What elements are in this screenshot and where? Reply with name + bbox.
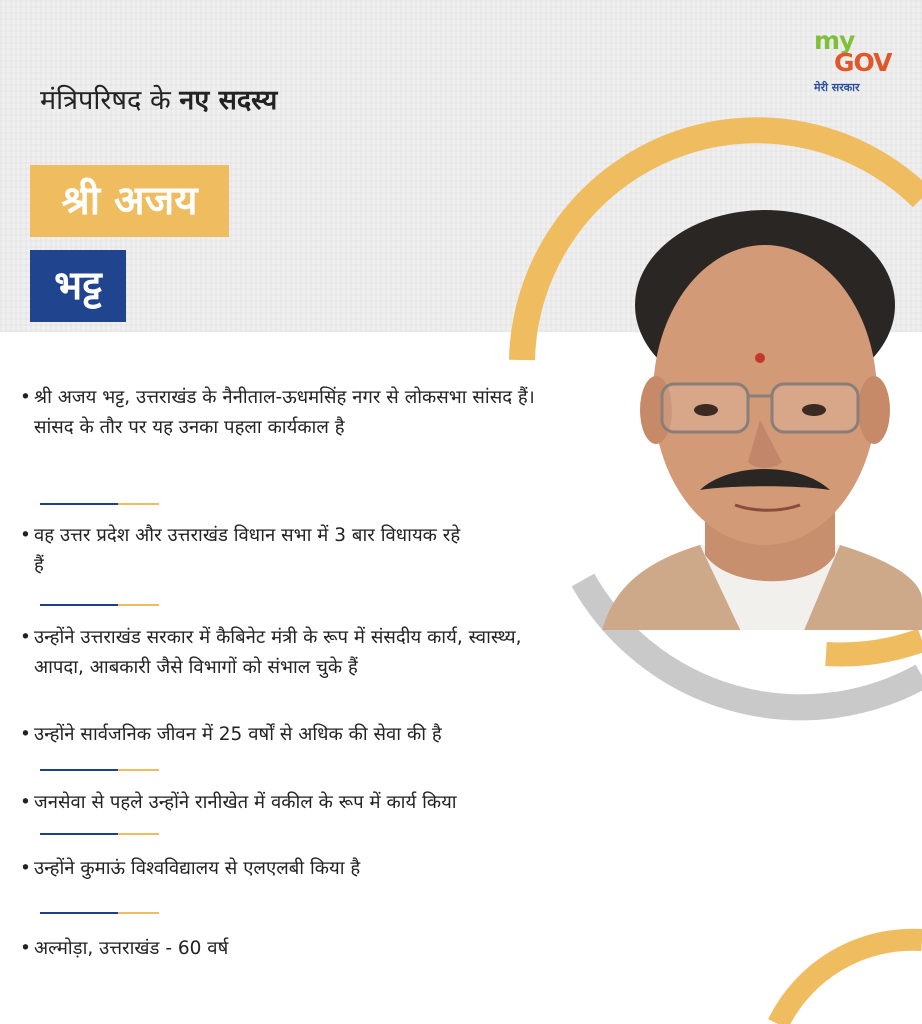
- name-second-line: भट्ट: [30, 250, 126, 322]
- divider: [40, 604, 159, 606]
- logo-gov-text: GOV: [834, 48, 892, 77]
- logo-tagline: मेरी सरकार: [814, 81, 860, 94]
- bullet-dot: •: [20, 627, 31, 648]
- bullet-dot: •: [20, 858, 31, 879]
- right-ear: [858, 376, 890, 444]
- bullet-text: उन्होंने उत्तराखंड सरकार में कैबिनेट मंत्री के रूप में संसदीय कार्य, स्वास्थ्य, आपदा, आबकारी जैसे विभागों को संभाल चुके हैं: [34, 627, 522, 678]
- bullet-dot: •: [20, 938, 31, 959]
- bullet-text: उन्होंने कुमाऊं विश्वविद्यालय से एलएलबी किया है: [34, 858, 361, 879]
- page-title-emphasis: नए सदस्य: [179, 85, 278, 116]
- right-eye: [802, 404, 826, 416]
- yellow-ring-arc-bottom: [778, 940, 922, 1024]
- bullet-text: जनसेवा से पहले उन्होंने रानीखेत में वकील के रूप में कार्य किया: [34, 792, 457, 813]
- bullet-dot: •: [20, 525, 31, 546]
- yellow-ring-arc-lower: [826, 640, 922, 654]
- bullet-dot: •: [20, 724, 31, 745]
- divider: [40, 833, 159, 835]
- divider: [40, 912, 159, 914]
- tilak-mark: [755, 353, 765, 363]
- divider: [40, 769, 159, 771]
- bullet-text: अल्मोड़ा, उत्तराखंड - 60 वर्ष: [34, 938, 229, 959]
- bullet-dot: •: [20, 387, 31, 408]
- page-title-prefix: मंत्रिपरिषद के: [40, 85, 180, 116]
- bullet-dot: •: [20, 792, 31, 813]
- logo-my-text: my: [814, 26, 855, 55]
- divider: [40, 503, 159, 505]
- bullet-text: वह उत्तर प्रदेश और उत्तराखंड विधान सभा में 3 बार विधायक रहे हैं: [34, 525, 461, 576]
- bullet-text: उन्होंने सार्वजनिक जीवन में 25 वर्षों से अधिक की सेवा की है: [34, 724, 442, 745]
- name-first-line: श्री अजय: [30, 165, 229, 237]
- portrait-photo: [600, 210, 922, 640]
- bullet-text: श्री अजय भट्ट, उत्तराखंड के नैनीताल-ऊधमसिंह नगर से लोकसभा सांसद हैं। सांसद के तौर पर यह उनका पहला कार्यकाल है: [34, 387, 535, 438]
- left-eye: [694, 404, 718, 416]
